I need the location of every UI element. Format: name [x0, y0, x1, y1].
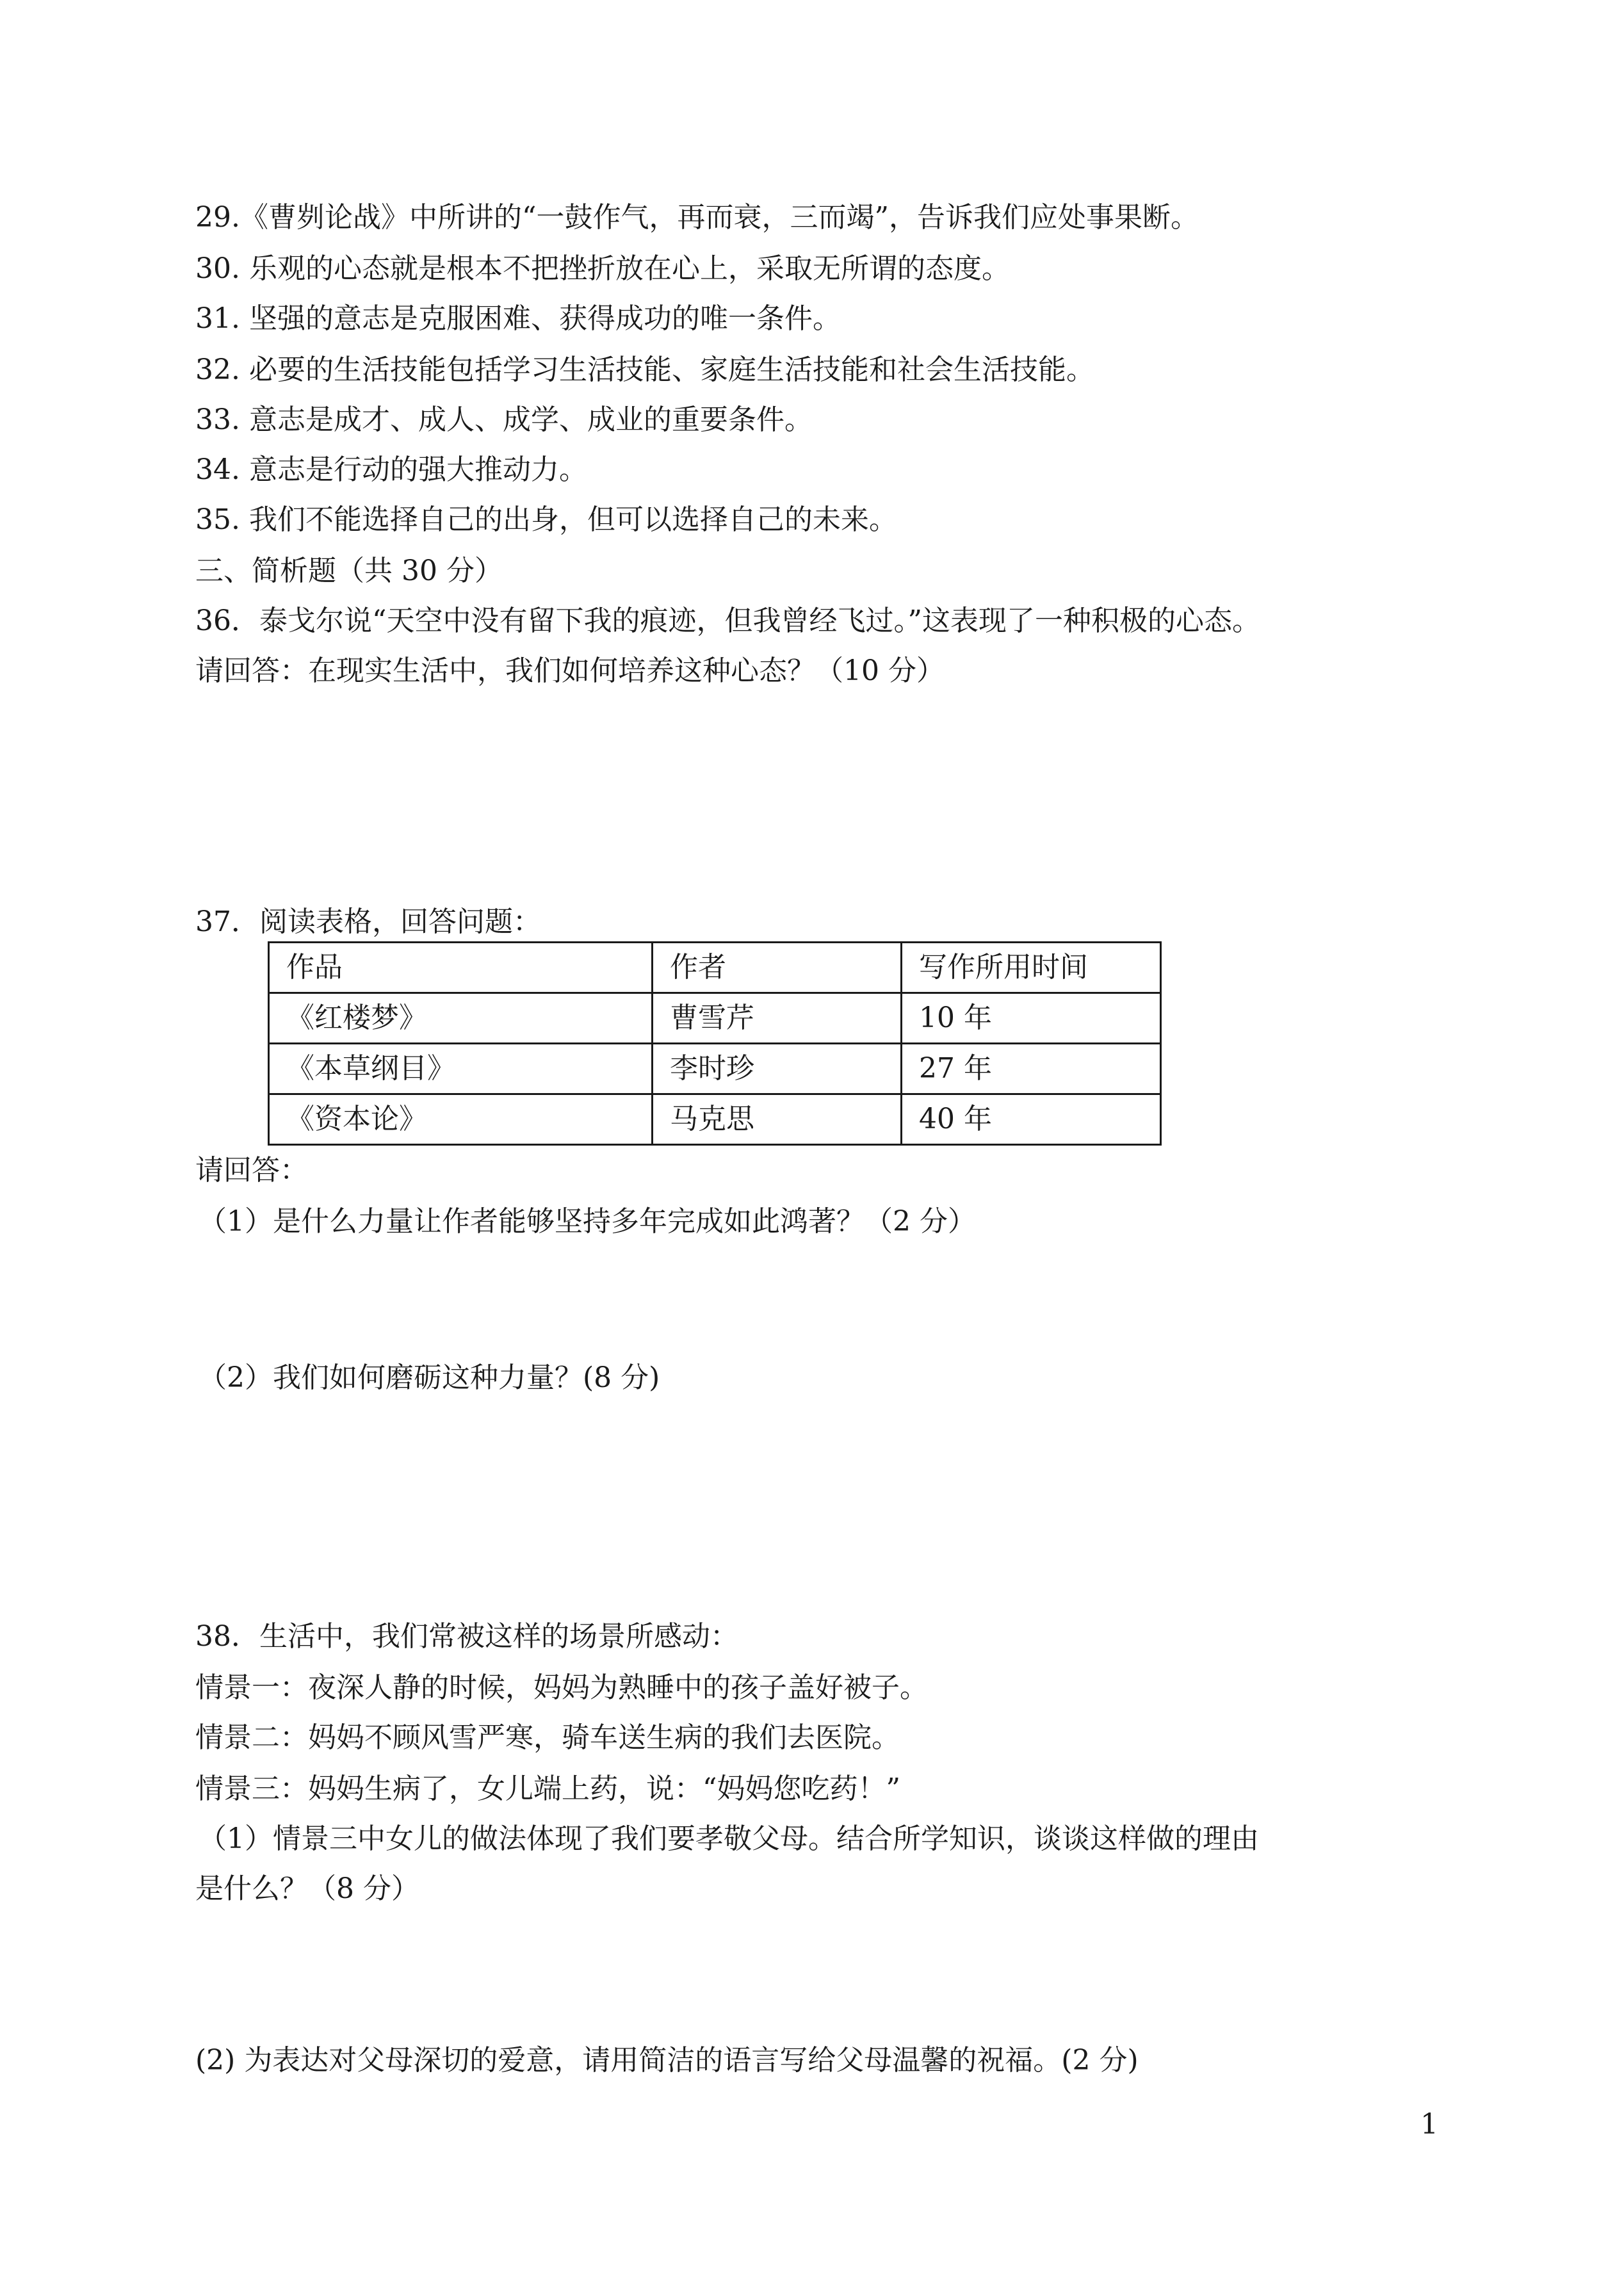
- question-37-sub2: （2）我们如何磨砺这种力量？(8 分): [199, 1361, 660, 1394]
- question-38-scene3: 情景三：妈妈生病了，女儿端上药，说：“妈妈您吃药！”: [195, 1772, 900, 1805]
- table-header-cell: 作者: [653, 943, 902, 993]
- table-row: [269, 1094, 1161, 1145]
- table-cell: 40 年: [902, 1094, 1161, 1145]
- table-cell: 《资本论》: [269, 1094, 653, 1145]
- table-row: [269, 1044, 1161, 1094]
- question-29: 29.《曹刿论战》中所讲的“一鼓作气，再而衰，三而竭”，告诉我们应处事果断。: [195, 201, 1199, 234]
- table-cell: 李时珍: [653, 1044, 902, 1094]
- table-cell: 27 年: [902, 1044, 1161, 1094]
- question-37-sub1: （1）是什么力量让作者能够坚持多年完成如此鸿著？（2 分）: [199, 1205, 976, 1238]
- question-38-sub1-cont: 是什么？（8 分）: [195, 1872, 419, 1905]
- table-cell: 曹雪芹: [653, 993, 902, 1044]
- question-34: 34. 意志是行动的强大推动力。: [195, 453, 587, 486]
- table-cell: 《红楼梦》: [269, 993, 653, 1044]
- section-title: 三、简析题（共 30 分）: [195, 555, 503, 587]
- table-cell: 马克思: [653, 1094, 902, 1145]
- page-number: 1: [1420, 2108, 1438, 2141]
- question-38-scene2: 情景二：妈妈不顾风雪严寒，骑车送生病的我们去医院。: [195, 1721, 900, 1754]
- question-37-intro: 37．阅读表格，回答问题：: [195, 905, 541, 938]
- question-31: 31. 坚强的意志是克服困难、获得成功的唯一条件。: [195, 302, 841, 335]
- table-cell: 《本草纲目》: [269, 1044, 653, 1094]
- question-30: 30. 乐观的心态就是根本不把挫折放在心上，采取无所谓的态度。: [195, 252, 1010, 285]
- question-38-sub2: (2) 为表达对父母深切的爱意，请用简洁的语言写给父母温馨的祝福。(2 分): [195, 2044, 1139, 2077]
- table-header-row: [269, 943, 1161, 993]
- question-36-prompt: 36．泰戈尔说“天空中没有留下我的痕迹，但我曾经飞过。”这表现了一种积极的心态。: [195, 604, 1260, 637]
- question-38-scene1: 情景一：夜深人静的时候，妈妈为熟睡中的孩子盖好被子。: [195, 1671, 928, 1704]
- table-cell: 10 年: [902, 993, 1161, 1044]
- table-header-cell: 作品: [269, 943, 653, 993]
- works-table: [268, 941, 1162, 1146]
- question-37-answer-label: 请回答：: [195, 1154, 308, 1187]
- question-33: 33. 意志是成才、成人、成学、成业的重要条件。: [195, 403, 813, 436]
- table-row: [269, 993, 1161, 1044]
- table-header-cell: 写作所用时间: [902, 943, 1161, 993]
- question-32: 32. 必要的生活技能包括学习生活技能、家庭生活技能和社会生活技能。: [195, 353, 1094, 386]
- question-36-ask: 请回答：在现实生活中，我们如何培养这种心态？（10 分）: [195, 654, 945, 687]
- question-38-intro: 38．生活中，我们常被这样的场景所感动：: [195, 1620, 738, 1653]
- question-35: 35. 我们不能选择自己的出身，但可以选择自己的未来。: [195, 503, 897, 536]
- question-38-sub1: （1）情景三中女儿的做法体现了我们要孝敬父母。结合所学知识，谈谈这样做的理由: [199, 1822, 1259, 1855]
